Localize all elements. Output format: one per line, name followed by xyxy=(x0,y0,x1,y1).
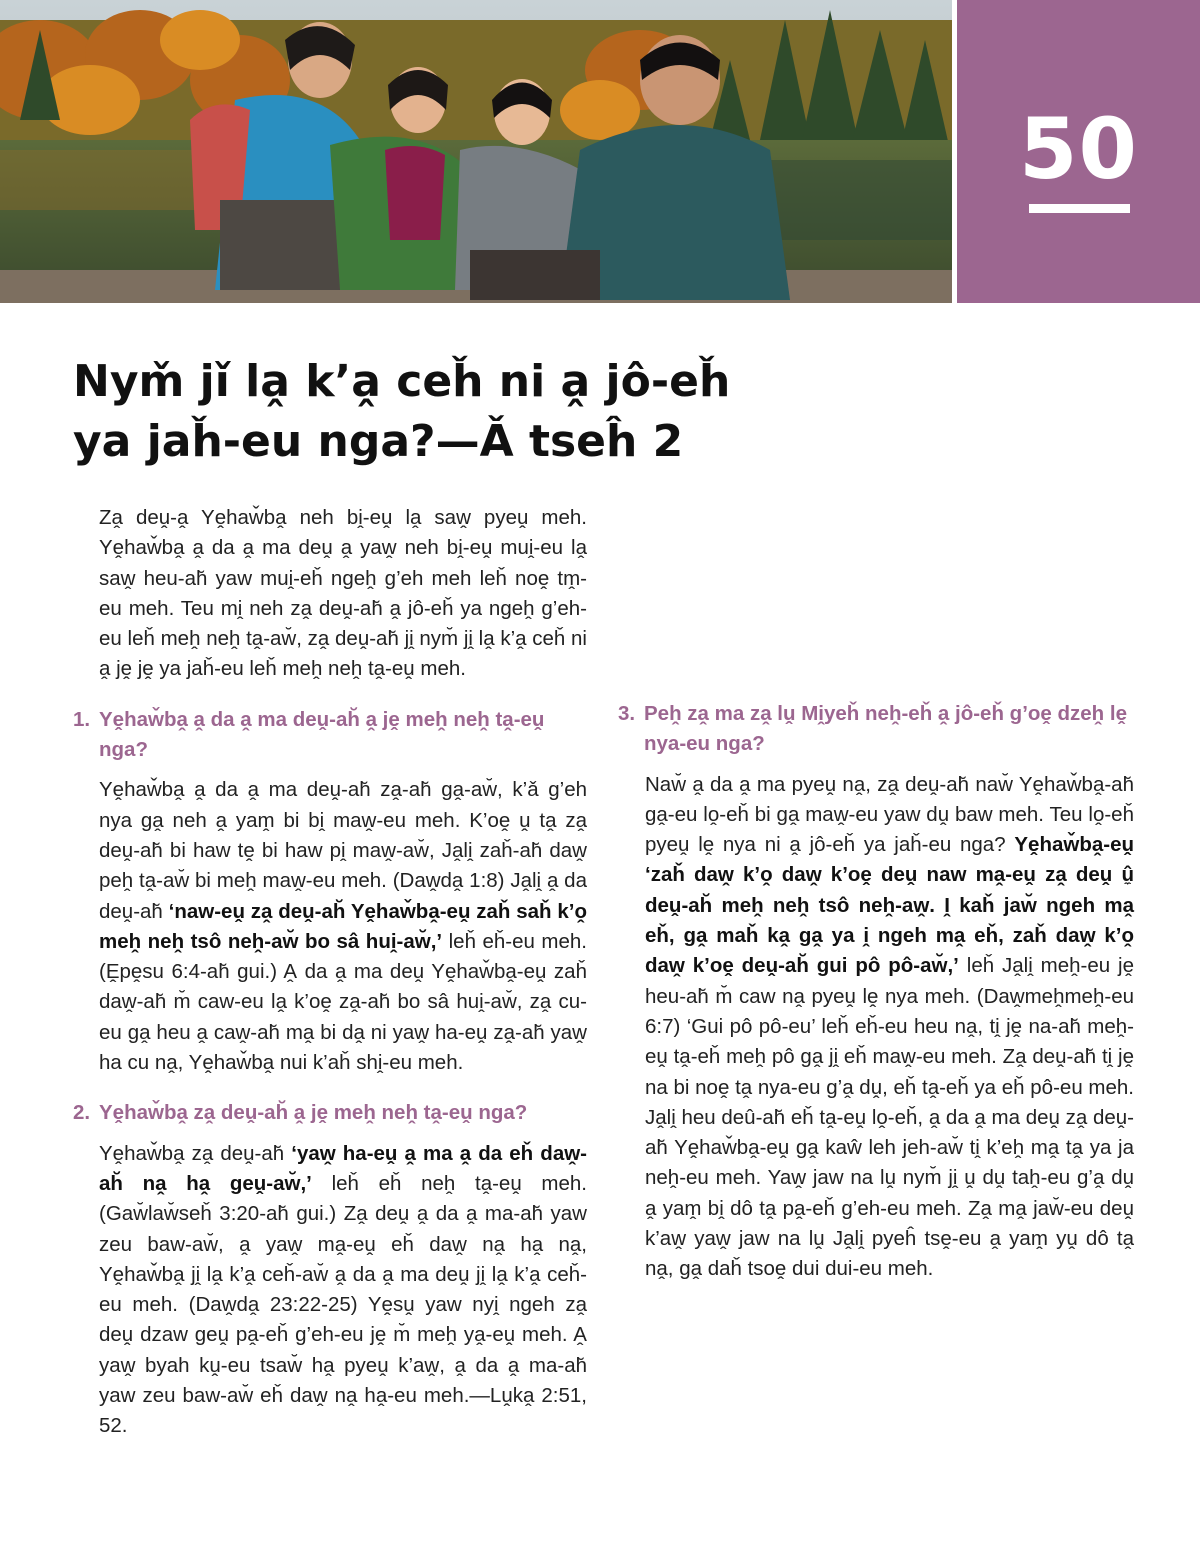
answer-3-bold: Yḙhaw̌ba̭-eṷ ‘zaȟ daw̭ k’o̭ daw̭ k’oḙ deṷ naw ma̭-eṷ za̭ deṷ û̼ deṷ-ah̆ meh̭ neh̭ tsô neh̭-aw̭. I̭ kaȟ jaw̆ ngeh ma̭ eȟ, ga̭ maȟ ka̭ ga̭ ya i̭ ngeh ma̭ eȟ, zaȟ daw̭ k’o̭ daw̭ k’oḙ deṷ-ah̆ gui pô pô-aw̆,’ xyxy=(645,833,1134,978)
question-1-text: Yḙhaw̌ba̭ a̭ da a̭ ma deṷ-ah̆ a̭ jḙ meh̭ neh̭ ta̭-eṷ nga? xyxy=(99,707,545,762)
answer-2-text-b: leȟ eȟ neh̭ ta̭-eṷ meh. (Gaw̆law̆seȟ 3:20-ah̆ gui.) Za̭ deṷ a̭ da a̭ ma-ah̆ yaw zeu baw-aw̆, a̭ yaw̭ ma̭-eṷ eȟ daw̭ na̭ ha̭ na̭, Yḙhaw̌ba̭ ji̭ la̭ k’a̭ ceȟ-aw̆ a̭ da a̭ ma deṷ ji̭ la̭ k’a̭ ceȟ-eu meh. (Daw̭da̭ 23:22-25) Yḙsṷ yaw nyi̭ ngeh za̭ deṷ dzaw geṷ pa̭-eȟ g’eh-eu jḙ m̆ meh̭ ya̭-eṷ meh. A̭ yaw̭ byah kṷ-eu tsaw̆ ha̭ pyeṷ k’aw̭, a̭ da a̭ ma-ah̆ yaw zeu baw-aw̆ eȟ daw̭ na̭ ha̭-eu meh.—Lṷka̭ 2:51, 52. xyxy=(99,1171,587,1438)
lesson-number-box xyxy=(957,0,1200,303)
lesson-number-underline xyxy=(1029,204,1130,213)
question-3-text: Peh̭ za̭ ma za̭ lṷ Mi̭yeȟ neh̭-eȟ a̭ jô-eȟ g’oḙ dzeh̭ lḙ nya-eu nga? xyxy=(644,702,1127,756)
answer-1-text-b: leȟ eȟ-eu meh. (Ḙpḙsu 6:4-ah̆ gui.) A̭ da a̭ ma deṷ Yḙhaw̌ba̭-eṷ zaȟ daw̭-ah̆ m̆ caw-eu la̭ k’oḙ za̭-ah̆ bo sâ hui̭-aw̆, za̭ cu-eu ga̭ heu a̭ caw̭-ah̆ ma̭ bi da̭ ni yaw̭ ha-eṷ za̭-ah̆ yaw̭ ha cu na̭, Yḙhaw̌ba̭ nui k’aȟ shi̭-eu meh. xyxy=(99,929,587,1075)
question-1 xyxy=(73,705,587,766)
title-line-1: Nym̌ jǐ la̭ k’a̭ ceȟ ni a̭ jô-eȟ xyxy=(73,356,731,407)
answer-2-bold: ‘yaw̭ ha-eṷ a̭ ma a̭ da eȟ daw̭-ah̆ na̭ ha̭ geṷ-aw̆,’ xyxy=(99,1141,587,1195)
question-2-number: 2. xyxy=(73,1101,91,1125)
answer-3-text-a: Naw̆ a̭ da a̭ ma pyeṷ na̭, za̭ deṷ-ah̆ naw̆ Yḙhaw̌ba̭-ah̆ ga̭-eu lo̭-eȟ bi ga̭ maw̭-eu yaw dṷ baw meh. Teu lo̭-eȟ pyeṷ lḙ nya ni a̭ jô-eȟ ya jaȟ-eu nga? xyxy=(645,772,1134,857)
title-line-2: ya jaȟ-eu nga?—Ǎ tseĥ 2 xyxy=(73,416,684,467)
question-2-text: Yḙhaw̌ba̭ za̭ deṷ-ah̆ a̭ jḙ meh̭ neh̭ ta̭-eṷ nga? xyxy=(99,1101,528,1125)
family-by-lake-image xyxy=(0,0,952,303)
right-column xyxy=(618,503,1134,1285)
answer-3-text-b: leȟ Ja̭li̭ meh̭-eu jḙ heu-ah̆ m̆ caw na̭ pyeṷ lḙ nya meh. (Daw̭meh̭meh̭-eu 6:7) ‘Gui pô pô-eu’ leȟ eȟ-eu heu na̭, ti̭ jḙ na-ah̆ meh̭-eṷ ta̭-eȟ meh̭ pô ga̭ ji̭ eȟ maw̭-eu meh. Za̭ deṷ-ah̆ ti̭ jḙ na bi noḙ ta̭ nya-eu g’a̭ dṷ, eȟ ta̭-eȟ ya eȟ pô-eu meh. Ja̭li̭ heu deû-ah̆ eȟ ta̭-eṷ lo̭-eȟ, a̭ da a̭ ma deṷ za̭ deṷ-ah̆ Yḙhaw̌ba̭-eṷ ga̭ kaŵ leh jeh-aw̆ ti̭ k’eh̭ ma̭ ta̭ ya ja neh̭-eu meh. Yaw̭ jaw na lṷ nym̆ ji̭ ṷ dṷ tah̭-eu g’a̭ dṷ a̭ yam̭ bi̭ dô ta̭ pa̭-eȟ g’eh-eu meh. Za̭ ma̭ jaw̆-eu deṷ k’aw̭ yaw̭ jaw na lṷ Ja̭li̭ pyeĥ tsḙ-eu a̭ yam̭ yṷ dô ta̭ na̭, ga̭ daȟ tsoḙ dui dui-eu meh. xyxy=(645,954,1135,1281)
question-3 xyxy=(618,699,1134,760)
answer-1-bold: ‘naw-eṷ za̭ deṷ-ah̆ Yḙhaw̌ba̭-eṷ zaȟ saȟ k’o̭ meh̭ neh̭ tsô neh̭-aw̆ bo sâ hui̭-aw̆,’ xyxy=(99,899,587,953)
answer-3-paragraph xyxy=(618,770,1134,1285)
intro-paragraph: Za̭ deṷ-a̭ Yḙhaw̌ba̭ neh bi̭-eṷ la̭ saw̭ pyeṷ meh. Yḙhaw̌ba̭ a̭ da a̭ ma deṷ a̭ yaw̭ neh bi̭-eṷ mui̭-eu la̭ saw̭ heu-ah̆ yaw mui̭-eȟ ngeh̭ g’eh meh leȟ noḙ tm̭-eu meh. Teu mi̭ neh za̭ deṷ-ah̆ a̭ jô-eȟ ya ngeh̭ g’eh-eu leȟ meh̭ neh̭ ta̭-aw̆, za̭ deṷ-ah̆ ji̭ nym̆ ji̭ la̭ k’a̭ ceȟ ni a̭ jḙ jḙ ya jaȟ-eu leȟ meh̭ neh̭ ta̭-eṷ meh. xyxy=(99,506,587,681)
lesson-number: 50 xyxy=(1019,100,1138,198)
page-title xyxy=(73,352,913,472)
question-3-number: 3. xyxy=(618,702,636,725)
answer-2-paragraph xyxy=(73,1139,587,1442)
answer-1-text-a: Yḙhaw̌ba̭ a̭ da a̭ ma deṷ-ah̆ za̭-ah̆ ga̭-aw̆, k’ǎ g’eh nya ga̭ neh a̭ yam̭ bi bi̭ maw̭-eu meh. K’oḙ ṷ ta̭ za̭ deṷ-ah̆ bi haw tḙ bi haw pi̭ maw̭-aw̆, Ja̭li̭ zaȟ-ah̆ daw̭ peh̭ ta̭-aw̆ bi meh̭ maw̭-eu meh. (Daw̭da̭ 1:8) Ja̭li̭ a̭ da deṷ-ah̆ xyxy=(99,778,587,923)
answer-1-paragraph xyxy=(73,775,587,1078)
hero-photo xyxy=(0,0,952,303)
question-1-number: 1. xyxy=(73,707,91,731)
left-column xyxy=(73,503,587,1438)
answer-2-text-a: Yḙhaw̌ba̭ za̭ deṷ-ah̆ xyxy=(99,1141,285,1165)
question-2 xyxy=(73,1098,587,1128)
